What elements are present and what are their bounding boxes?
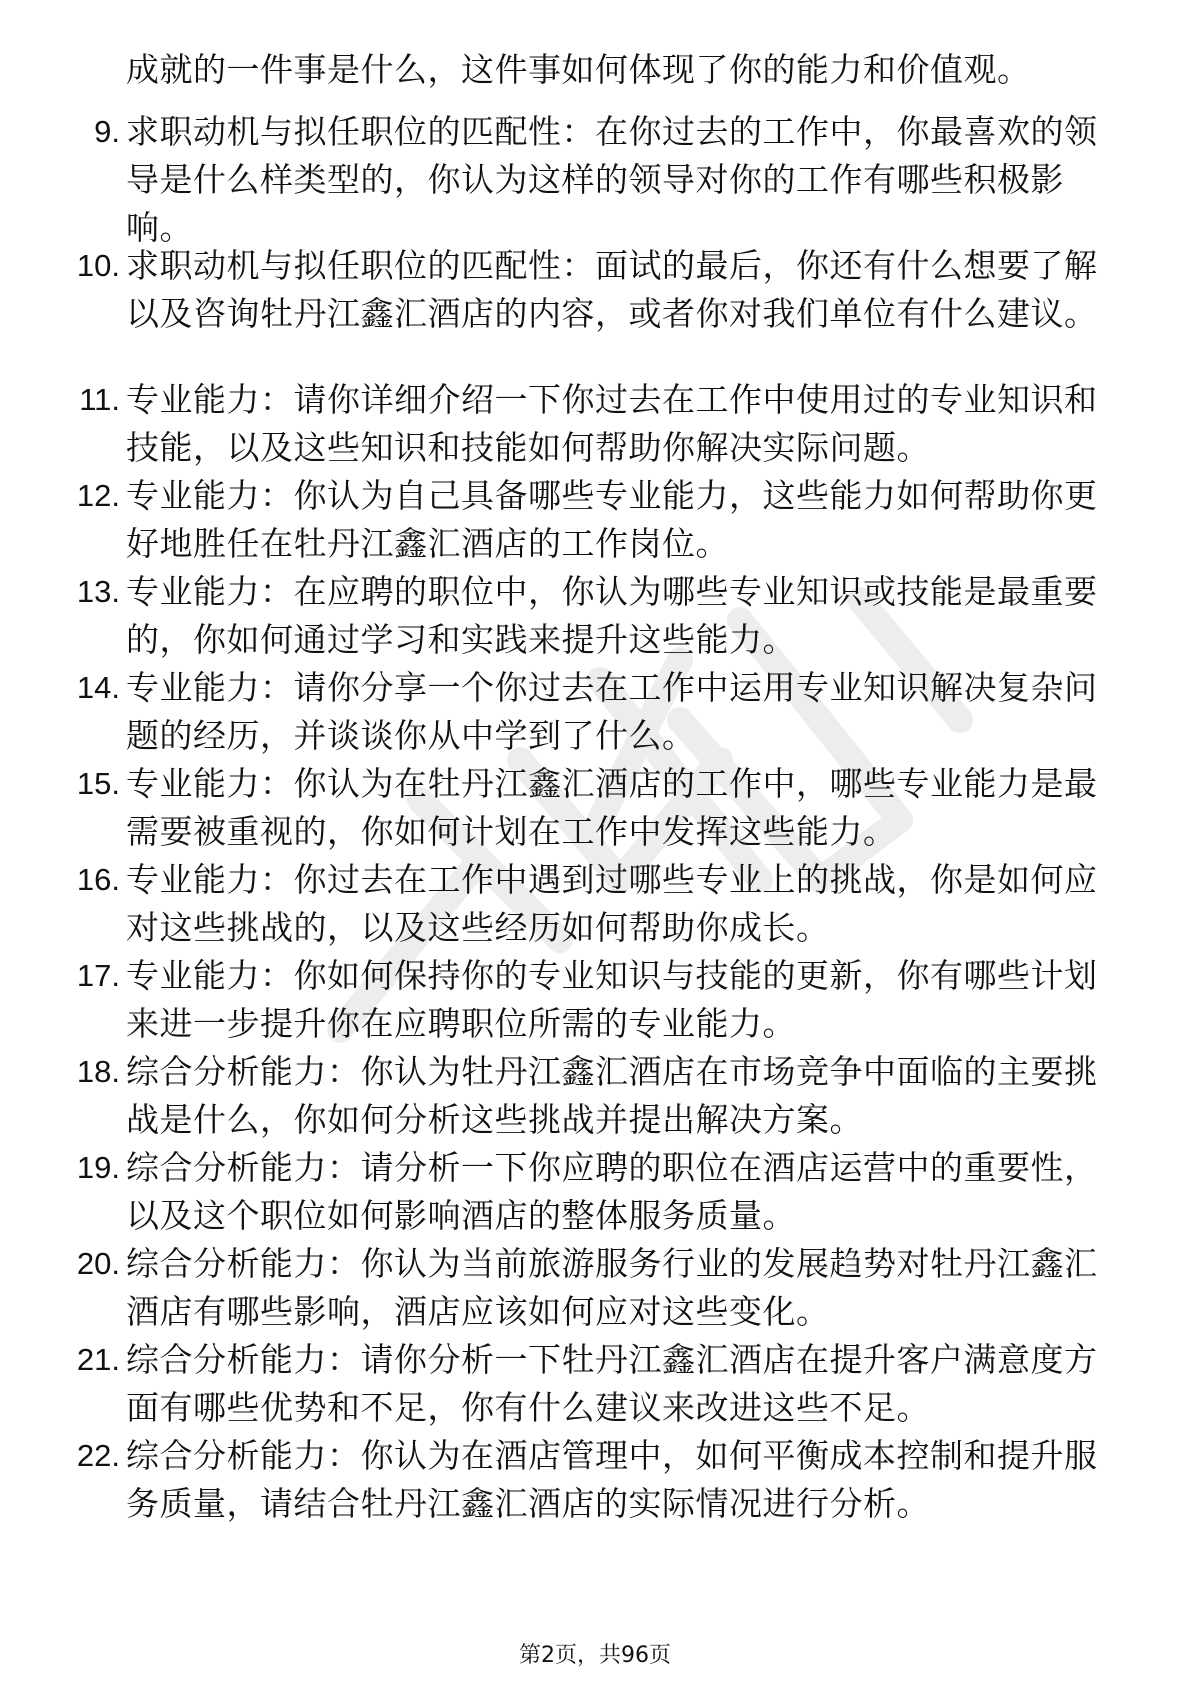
- item-number: 14.: [76, 670, 120, 705]
- item-text: 专业能力：你过去在工作中遇到过哪些专业上的挑战，你是如何应对这些挑战的，以及这些经历如何帮助你成长。: [126, 860, 1098, 947]
- item-number: 12.: [76, 478, 120, 513]
- item-number: 10.: [76, 248, 120, 283]
- item-number: 18.: [76, 1054, 120, 1089]
- item-text: 专业能力：你认为在牡丹江鑫汇酒店的工作中，哪些专业能力是最需要被重视的，你如何计划在工作中发挥这些能力。: [126, 764, 1098, 851]
- item-number: 20.: [76, 1246, 120, 1281]
- item-text: 专业能力：在应聘的职位中，你认为哪些专业知识或技能是最重要的，你如何通过学习和实践来提升这些能力。: [126, 572, 1098, 659]
- item-text: 专业能力：请你分享一个你过去在工作中运用专业知识解决复杂问题的经历，并谈谈你从中学到了什么。: [126, 668, 1098, 755]
- item-number: 11.: [79, 382, 120, 417]
- item-number: 16.: [76, 862, 120, 897]
- item-number: 22.: [76, 1438, 120, 1473]
- item-text: 综合分析能力：你认为牡丹江鑫汇酒店在市场竞争中面临的主要挑战是什么，你如何分析这些挑战并提出解决方案。: [126, 1052, 1098, 1139]
- item-number: 19.: [76, 1150, 120, 1185]
- item-number: 9.: [94, 114, 120, 149]
- item-text: 专业能力：请你详细介绍一下你过去在工作中使用过的专业知识和技能，以及这些知识和技能如何帮助你解决实际问题。: [126, 380, 1098, 467]
- continuation-text: 成就的一件事是什么，这件事如何体现了你的能力和价值观。: [126, 50, 1031, 89]
- item-text: 求职动机与拟任职位的匹配性：在你过去的工作中，你最喜欢的领导是什么样类型的，你认为这样的领导对你的工作有哪些积极影响。: [126, 112, 1098, 247]
- item-text: 求职动机与拟任职位的匹配性：面试的最后，你还有什么想要了解以及咨询牡丹江鑫汇酒店的内容，或者你对我们单位有什么建议。: [126, 246, 1098, 333]
- item-number: 17.: [76, 958, 120, 993]
- item-text: 综合分析能力：请分析一下你应聘的职位在酒店运营中的重要性，以及这个职位如何影响酒店的整体服务质量。: [126, 1148, 1098, 1235]
- item-text: 综合分析能力：请你分析一下牡丹江鑫汇酒店在提升客户满意度方面有哪些优势和不足，你有什么建议来改进这些不足。: [126, 1340, 1098, 1427]
- item-number: 15.: [76, 766, 120, 801]
- item-text: 综合分析能力：你认为在酒店管理中，如何平衡成本控制和提升服务质量，请结合牡丹江鑫汇酒店的实际情况进行分析。: [126, 1436, 1098, 1523]
- item-text: 专业能力：你如何保持你的专业知识与技能的更新，你有哪些计划来进一步提升你在应聘职位所需的专业能力。: [126, 956, 1098, 1043]
- item-text: 专业能力：你认为自己具备哪些专业能力，这些能力如何帮助你更好地胜任在牡丹江鑫汇酒店的工作岗位。: [126, 476, 1098, 563]
- item-number: 21.: [76, 1342, 120, 1377]
- page-number-footer: 第2页，共96页: [519, 1643, 671, 1668]
- item-text: 综合分析能力：你认为当前旅游服务行业的发展趋势对牡丹江鑫汇酒店有哪些影响，酒店应该如何应对这些变化。: [126, 1244, 1098, 1331]
- item-number: 13.: [76, 574, 120, 609]
